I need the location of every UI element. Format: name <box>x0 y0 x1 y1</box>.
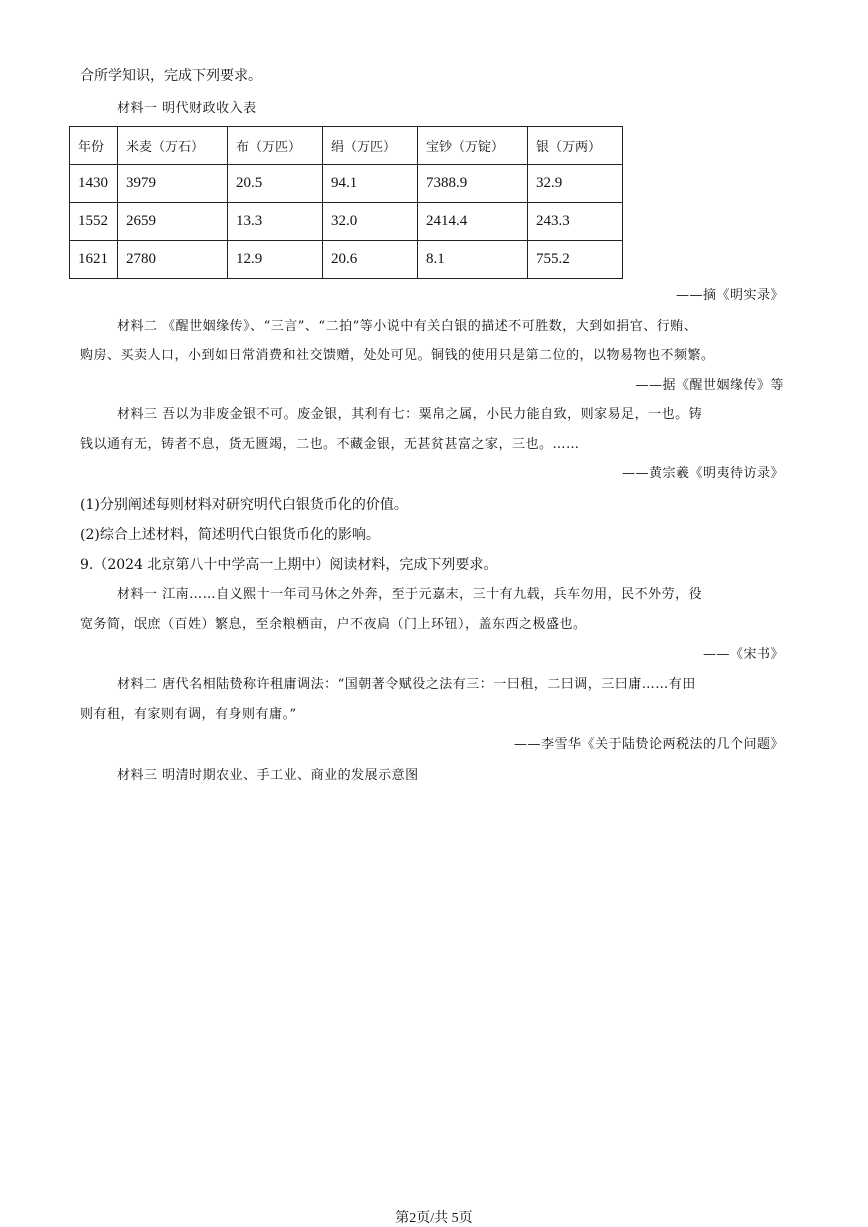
question-1: (1)分别阐述每则材料对研究明代白银货币化的价值。 <box>80 497 408 513</box>
table-cell: 2780 <box>118 241 228 279</box>
table-header-cell: 年份 <box>70 127 118 165</box>
table-cell: 7388.9 <box>418 165 528 203</box>
table-cell: 2659 <box>118 203 228 241</box>
q9-material-1-source: ——《宋书》 <box>702 647 784 662</box>
table-cell: 32.0 <box>323 203 418 241</box>
table-row <box>70 203 623 241</box>
table-cell: 1552 <box>70 203 118 241</box>
table-cell: 12.9 <box>228 241 323 279</box>
table-row <box>70 241 623 279</box>
material-3-line-1: 材料三 吾以为非废金银不可。废金银，其利有七：粟帛之属，小民力能自致，则家易足，一也。铸 <box>117 407 703 422</box>
table-cell: 755.2 <box>528 241 623 279</box>
table-cell: 8.1 <box>418 241 528 279</box>
q9-material-1-line-2: 宽务简，氓庶（百姓）繁息，至余粮栖亩，户不夜扃（门上环钮），盖东西之极盛也。 <box>80 617 587 632</box>
table-cell: 20.5 <box>228 165 323 203</box>
material-2-source: ——据《醒世姻缘传》等 <box>635 378 784 393</box>
table-cell: 243.3 <box>528 203 623 241</box>
material-3-line-2: 钱以通有无，铸者不息，货无匮竭，二也。不藏金银，无甚贫甚富之家，三也。…… <box>80 437 580 452</box>
table-cell: 3979 <box>118 165 228 203</box>
material-1-title: 材料一 明代财政收入表 <box>117 101 257 116</box>
table-cell: 2414.4 <box>418 203 528 241</box>
table-row <box>70 165 623 203</box>
table-cell: 1430 <box>70 165 118 203</box>
q9-material-2-line-2: 则有租，有家则有调，有身则有庸。” <box>80 707 297 722</box>
finance-table <box>69 126 623 279</box>
question-2: (2)综合上述材料，简述明代白银货币化的影响。 <box>80 527 380 543</box>
table-header-cell: 银（万两） <box>528 127 623 165</box>
table-header-cell: 布（万匹） <box>228 127 323 165</box>
table-cell: 20.6 <box>323 241 418 279</box>
q9-material-1-line-1: 材料一 江南……自义熙十一年司马休之外奔，至于元嘉末，三十有九载，兵车勿用，民不外劳，役 <box>117 587 703 602</box>
q9-material-2-line-1: 材料二 唐代名相陆贽称许租庸调法：“国朝著令赋役之法有三：一曰租，二曰调，三曰庸……有田 <box>117 677 696 692</box>
material-1-source: ——摘《明实录》 <box>675 288 784 303</box>
table-header-row <box>70 127 623 165</box>
table-cell: 1621 <box>70 241 118 279</box>
q9-material-2-source: ——李雪华《关于陆贽论两税法的几个问题》 <box>513 737 784 752</box>
table-header-cell: 绢（万匹） <box>323 127 418 165</box>
table-cell: 94.1 <box>323 165 418 203</box>
table-cell: 32.9 <box>528 165 623 203</box>
table-cell: 13.3 <box>228 203 323 241</box>
q9-material-3-title: 材料三 明清时期农业、手工业、商业的发展示意图 <box>117 768 419 783</box>
intro-text: 合所学知识，完成下列要求。 <box>80 68 262 84</box>
question-9-header: 9.（2024 北京第八十中学高一上期中）阅读材料，完成下列要求。 <box>80 557 498 573</box>
material-2-line-2: 购房、买卖人口，小到如日常消费和社交馈赠，处处可见。铜钱的使用只是第二位的，以物易物也不频繁。 <box>80 348 715 363</box>
material-3-source: ——黄宗羲《明夷待访录》 <box>621 466 784 481</box>
table-header-cell: 宝钞（万锭） <box>418 127 528 165</box>
page-footer: 第2页/共 5页 <box>395 1211 473 1226</box>
table-header-cell: 米麦（万石） <box>118 127 228 165</box>
material-2-line-1: 材料二 《醒世姻缘传》、“三言”、“二拍”等小说中有关白银的描述不可胜数，大到如捐官、行贿、 <box>117 319 698 334</box>
